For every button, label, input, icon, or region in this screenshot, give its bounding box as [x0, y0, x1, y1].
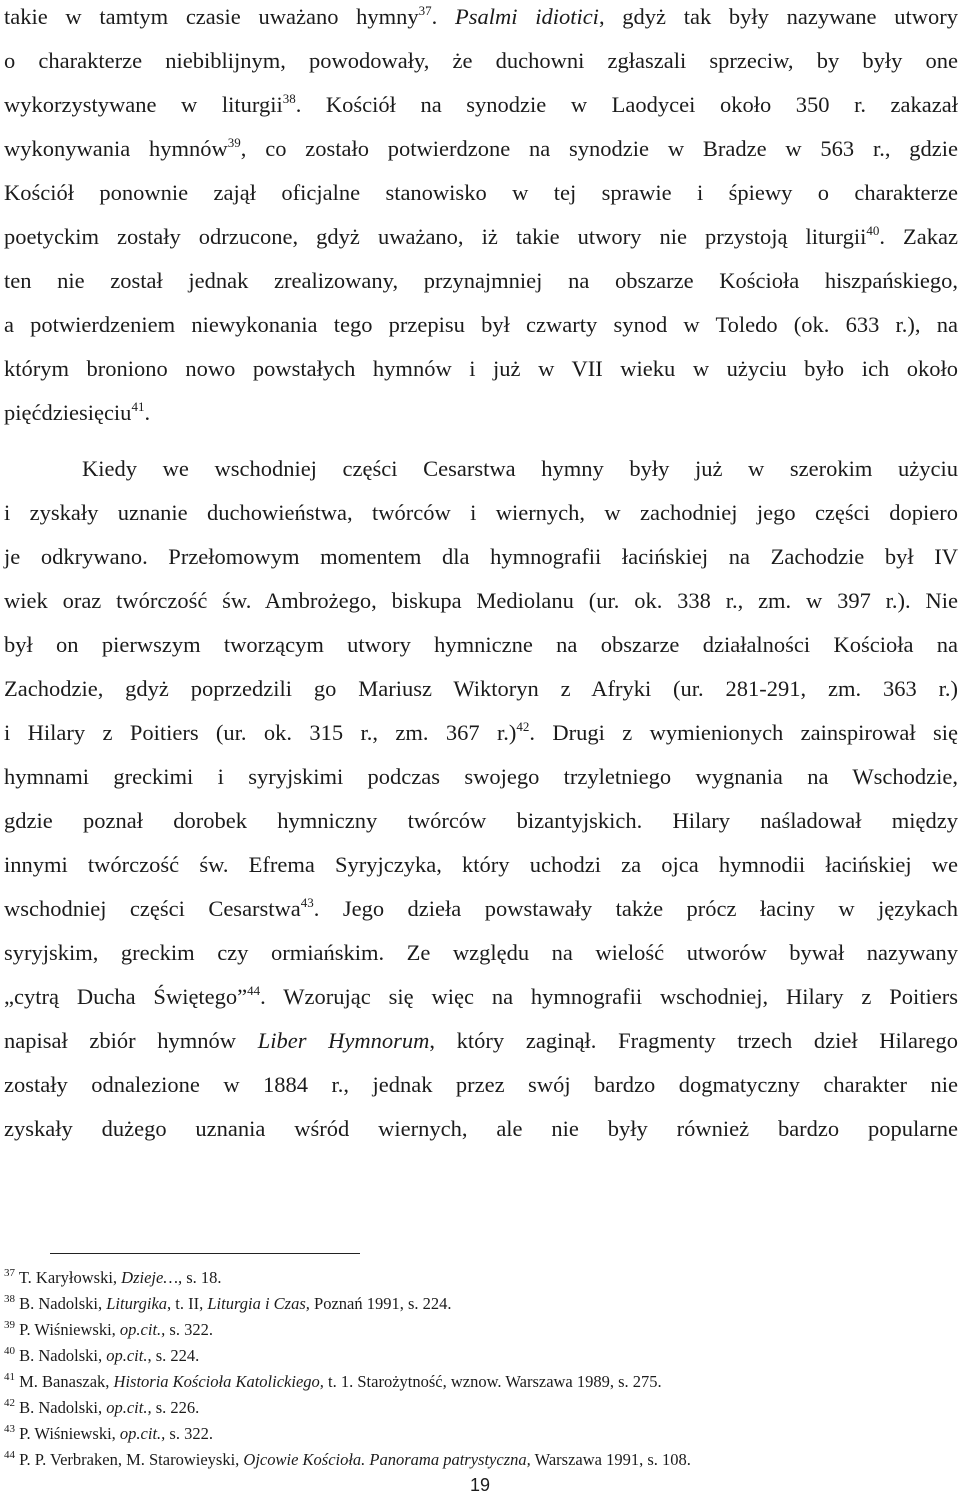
- text-line: „cytrą Ducha Świętego”$^{44}$. Wzorując się więc na hymnografii wschodniej, Hilary z Poitiers: [4, 983, 958, 1009]
- footnote-ref[interactable]: 43: [300, 895, 314, 910]
- text-line: był on pierwszym tworzącym utwory hymniczne na obszarze działalności Kościoła na: [4, 632, 958, 657]
- footnote-ref[interactable]: 37: [418, 3, 432, 18]
- text-line: wschodniej części Cesarstwa$^{43}$. Jego dzieła powstawały także prócz łaciny w językach: [4, 895, 958, 921]
- text-line: zyskały dużego uznania wśród wiernych, ale nie były również bardzo popularne: [4, 1116, 958, 1141]
- footnote-separator: [50, 1253, 360, 1254]
- text-line: pięćdziesięciu$^{41}$.: [4, 399, 151, 425]
- footnote: $^{39}$ P. Wiśniewski, op.cit., s. 322.: [4, 1319, 213, 1339]
- footnote: $^{42}$ B. Nadolski, op.cit., s. 226.: [4, 1397, 200, 1417]
- footnote-ref[interactable]: 40: [866, 223, 880, 238]
- footnote: $^{41}$ M. Banaszak, Historia Kościoła Katolickiego, t. 1. Starożytność, wznow. Warszawa 1989, s. 275.: [4, 1371, 662, 1391]
- text-line: wykorzystywane w liturgii$^{38}$. Kościół na synodzie w Laodycei około 350 r. zakazał: [4, 91, 958, 117]
- footnote-ref[interactable]: 44: [247, 983, 261, 998]
- text-line: hymnami greckimi i syryjskimi podczas swojego trzyletniego wygnania na Wschodzie,: [4, 764, 958, 789]
- footnote: $^{40}$ B. Nadolski, op.cit., s. 224.: [4, 1345, 200, 1365]
- text-line: takie w tamtym czasie uważano hymny$^{37}$. Psalmi idiotici, gdyż tak były nazywane utwory: [4, 3, 958, 29]
- text-line: napisał zbiór hymnów Liber Hymnorum, który zaginął. Fragmenty trzech dzieł Hilarego: [4, 1028, 958, 1053]
- text-line: i zyskały uznanie duchowieństwa, twórców i wiernych, w zachodniej jego części dopiero: [4, 500, 958, 525]
- text-line: wykonywania hymnów$^{39}$, co zostało potwierdzone na synodzie w Bradze w 563 r., gdzie: [4, 135, 958, 161]
- text-line: syryjskim, greckim czy ormiańskim. Ze względu na wielość utworów bywał nazywany: [4, 940, 958, 965]
- text-line: Kościół ponownie zajął oficjalne stanowisko w tej sprawie i śpiewy o charakterze: [4, 180, 958, 205]
- footnote: $^{44}$ P. P. Verbraken, M. Starowieyski, Ojcowie Kościoła. Panorama patrystyczna, Warszawa 1991, s. 108.: [4, 1449, 691, 1469]
- footnote-ref[interactable]: 38: [282, 91, 296, 106]
- footnote-ref[interactable]: 41: [131, 399, 145, 414]
- text-line: którym broniono nowo powstałych hymnów i już w VII wieku w użyciu było ich około: [4, 356, 958, 381]
- text-line: je odkrywano. Przełomowym momentem dla hymnografii łacińskiej na Zachodzie był IV: [4, 544, 958, 569]
- text-line: Kiedy we wschodniej części Cesarstwa hymny były już w szerokim użyciu: [82, 456, 958, 481]
- text-line: wiek oraz twórczość św. Ambrożego, biskupa Mediolanu (ur. ok. 338 r., zm. w 397 r.). Nie: [4, 588, 958, 613]
- footnote: $^{37}$ T. Karyłowski, Dzieje…, s. 18.: [4, 1267, 222, 1287]
- footnote: $^{38}$ B. Nadolski, Liturgika, t. II, Liturgia i Czas, Poznań 1991, s. 224.: [4, 1293, 452, 1313]
- footnote-ref[interactable]: 42: [516, 719, 530, 734]
- text-line: zostały odnalezione w 1884 r., jednak przez swój bardzo dogmatyczny charakter nie: [4, 1072, 958, 1097]
- text-line: a potwierdzeniem niewykonania tego przepisu był czwarty synod w Toledo (ok. 633 r.), na: [4, 312, 958, 337]
- text-line: innymi twórczość św. Efrema Syryjczyka, który uchodzi za ojca hymnodii łacińskiej we: [4, 852, 958, 877]
- text-line: o charakterze niebiblijnym, powodowały, że duchowni zgłaszali sprzeciw, by były one: [4, 48, 958, 73]
- page-number: 19: [469, 1475, 491, 1495]
- footnote: $^{43}$ P. Wiśniewski, op.cit., s. 322.: [4, 1423, 213, 1443]
- footnote-ref[interactable]: 39: [227, 135, 241, 150]
- text-line: i Hilary z Poitiers (ur. ok. 315 r., zm. 367 r.)$^{42}$. Drugi z wymienionych zainspirował się: [4, 719, 958, 745]
- text-line: poetyckim zostały odrzucone, gdyż uważano, iż takie utwory nie przystoją liturgii$^{40}$. Zakaz: [4, 223, 958, 249]
- text-line: Zachodzie, gdyż poprzedzili go Mariusz Wiktoryn z Afryki (ur. 281-291, zm. 363 r.): [4, 676, 958, 701]
- text-line: gdzie poznał dorobek hymniczny twórców bizantyjskich. Hilary naśladował między: [4, 808, 958, 833]
- text-line: ten nie został jednak zrealizowany, przynajmniej na obszarze Kościoła hiszpańskiego,: [4, 268, 958, 293]
